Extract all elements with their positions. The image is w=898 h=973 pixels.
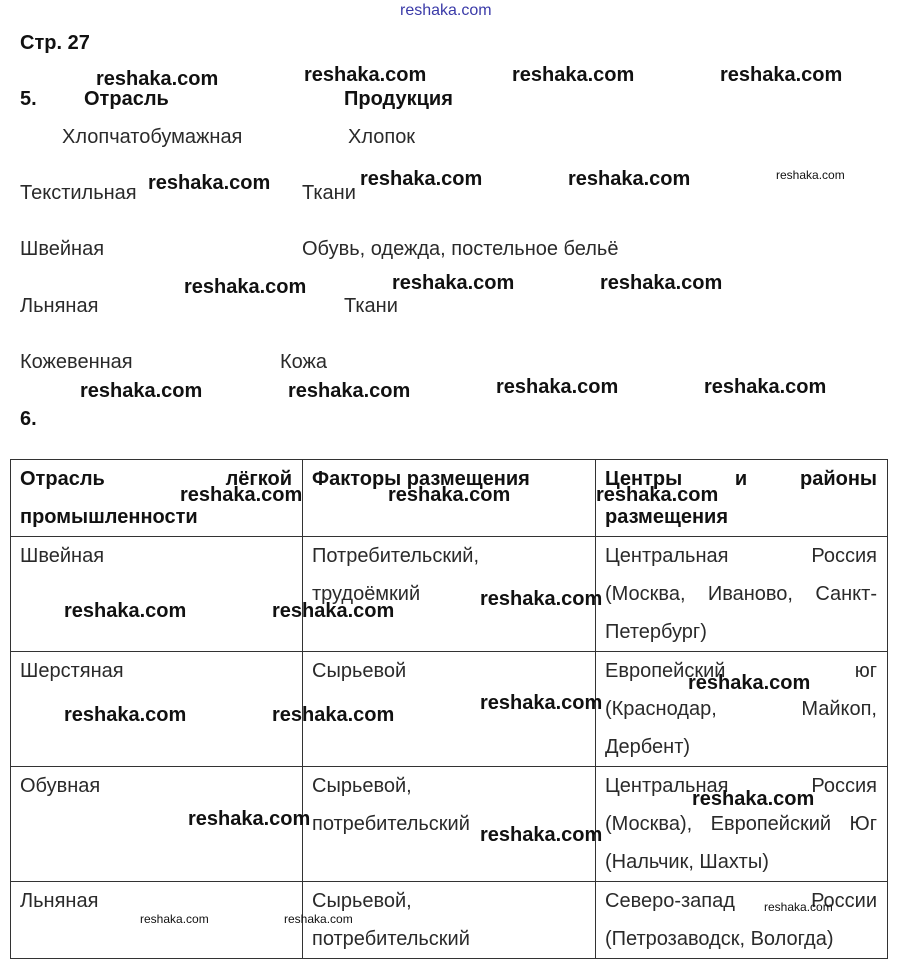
watermark: reshaka.com xyxy=(480,588,603,610)
header-centers-word2: и xyxy=(734,468,748,490)
watermark: reshaka.com xyxy=(148,172,271,194)
cell-factors-line: трудоёмкий xyxy=(312,583,421,605)
header-branch-word2: лёгкой xyxy=(225,468,292,490)
cell-centers-word: Россия xyxy=(811,775,877,797)
watermark: reshaka.com xyxy=(180,484,303,506)
watermark: reshaka.com xyxy=(388,484,511,506)
cell-centers-word: Северо-запад xyxy=(605,890,735,912)
watermark: reshaka.com xyxy=(392,272,515,294)
watermark: reshaka.com xyxy=(284,912,353,926)
cell-centers-word: (Москва, xyxy=(605,583,686,605)
cell-centers xyxy=(596,652,888,767)
header-factors-text: Факторы размещения xyxy=(312,468,530,490)
watermark: reshaka.com xyxy=(764,900,833,914)
watermark: reshaka.com xyxy=(704,376,827,398)
watermark: reshaka.com xyxy=(360,168,483,190)
cell-factors-line: Сырьевой, xyxy=(312,775,412,797)
watermark: reshaka.com xyxy=(184,276,307,298)
watermark: reshaka.com xyxy=(272,600,395,622)
task5-number: 5. xyxy=(20,88,37,110)
task5-product-4: Ткани xyxy=(344,295,398,317)
cell-branch: Швейная xyxy=(11,537,303,652)
cell-centers xyxy=(596,537,888,652)
cell-branch: Льняная xyxy=(11,882,303,959)
header-branch-line2: промышленности xyxy=(20,506,198,528)
task5-product-1: Хлопок xyxy=(348,126,416,148)
watermark: reshaka.com xyxy=(96,68,219,90)
watermark: reshaka.com xyxy=(496,376,619,398)
watermark: reshaka.com xyxy=(688,672,811,694)
cell-branch: Обувная xyxy=(11,767,303,882)
cell-factors-line: Сырьевой, xyxy=(312,890,412,912)
watermark: reshaka.com xyxy=(288,380,411,402)
cell-centers-line: Дербент) xyxy=(605,736,691,758)
header-centers-word3: районы xyxy=(799,468,877,490)
header-centers-line2: размещения xyxy=(605,506,728,528)
table-row xyxy=(11,537,888,652)
task5-branch-5: Кожевенная xyxy=(20,351,133,373)
task5-product-2: Ткани xyxy=(302,182,356,204)
watermark-top: reshaka.com xyxy=(400,2,492,19)
cell-centers-word: (Краснодар, xyxy=(605,698,717,720)
task5-product-5: Кожа xyxy=(280,351,328,373)
watermark: reshaka.com xyxy=(64,600,187,622)
cell-centers xyxy=(596,767,888,882)
task5-product-3: Обувь, одежда, постельное бельё xyxy=(302,238,619,260)
cell-branch: Шерстяная xyxy=(11,652,303,767)
cell-centers-word: Центральная xyxy=(605,545,729,567)
cell-centers-word: юг xyxy=(854,660,877,682)
watermark: reshaka.com xyxy=(596,484,719,506)
task5-branch-4: Льняная xyxy=(20,295,99,317)
watermark: reshaka.com xyxy=(304,64,427,86)
cell-centers-word: Иваново, xyxy=(707,583,793,605)
header-branch-word1: Отрасль xyxy=(20,468,105,490)
watermark: reshaka.com xyxy=(568,168,691,190)
watermark: reshaka.com xyxy=(720,64,843,86)
cell-factors-line: потребительский xyxy=(312,813,470,835)
header-centers-word1: Центры xyxy=(605,468,683,490)
watermark: reshaka.com xyxy=(140,912,209,926)
cell-centers-word: Санкт- xyxy=(815,583,877,605)
watermark: reshaka.com xyxy=(776,168,845,182)
cell-centers-word: (Москва), xyxy=(605,813,693,835)
cell-centers-word: Европейский xyxy=(710,813,832,835)
watermark: reshaka.com xyxy=(692,788,815,810)
table-row xyxy=(11,767,888,882)
watermark: reshaka.com xyxy=(80,380,203,402)
cell-centers xyxy=(596,882,888,959)
watermark: reshaka.com xyxy=(512,64,635,86)
cell-factors-line: потребительский xyxy=(312,928,470,950)
watermark: reshaka.com xyxy=(188,808,311,830)
cell-centers-word: России xyxy=(811,890,877,912)
task5-branch-1: Хлопчатобумажная xyxy=(62,126,243,148)
watermark: reshaka.com xyxy=(600,272,723,294)
task5-branch-3: Швейная xyxy=(20,238,105,260)
task5-header-branch: Отрасль xyxy=(84,88,169,110)
cell-centers-line: (Нальчик, Шахты) xyxy=(605,851,769,873)
cell-factors-line: Потребительский, xyxy=(312,545,480,567)
watermark: reshaka.com xyxy=(64,704,187,726)
cell-centers-word: Центральная xyxy=(605,775,729,797)
watermark: reshaka.com xyxy=(272,704,395,726)
task5-header-product: Продукция xyxy=(344,88,453,110)
watermark: reshaka.com xyxy=(480,692,603,714)
cell-factors-line: Сырьевой xyxy=(312,660,407,682)
cell-centers-line: (Петрозаводск, Вологда) xyxy=(605,928,834,950)
cell-centers-word: Юг xyxy=(849,813,877,835)
task6-number: 6. xyxy=(20,408,37,430)
cell-centers-word: Майкоп, xyxy=(801,698,877,720)
page-label: Стр. 27 xyxy=(20,32,90,54)
cell-centers-word: Европейский xyxy=(605,660,726,682)
task5-branch-2: Текстильная xyxy=(20,182,137,204)
cell-centers-word: Россия xyxy=(811,545,877,567)
watermark: reshaka.com xyxy=(480,824,603,846)
cell-centers-line: Петербург) xyxy=(605,621,707,643)
